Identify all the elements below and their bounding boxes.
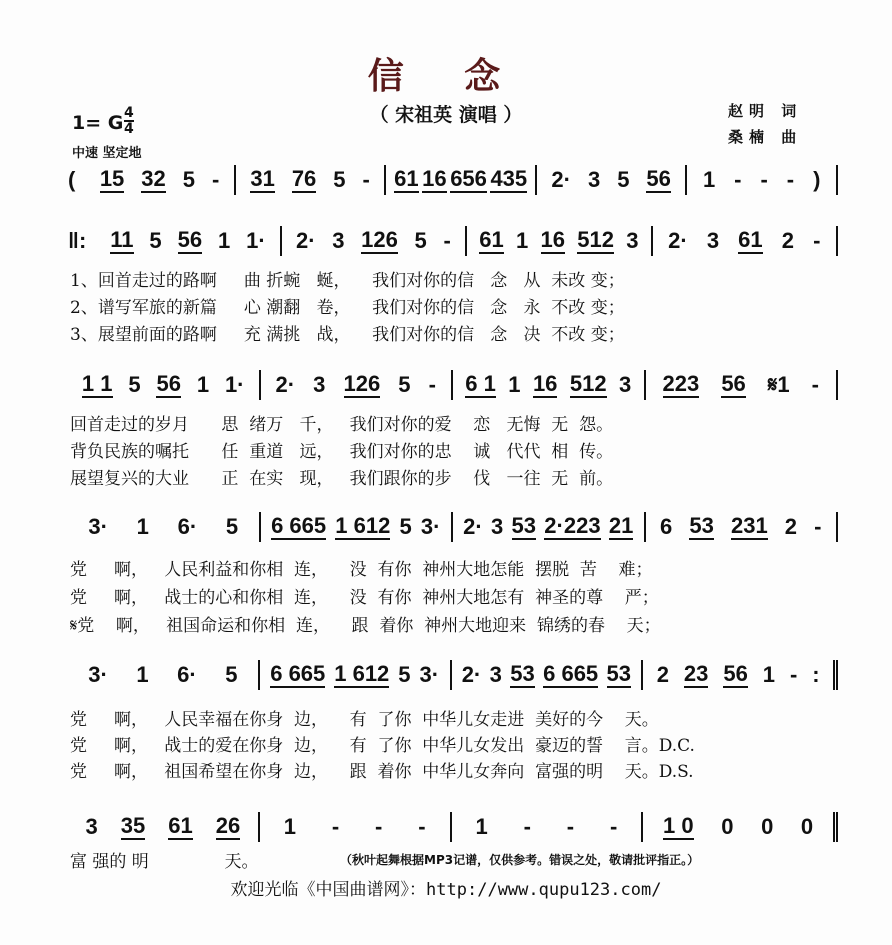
note-group: 3: [313, 372, 326, 397]
lyric-line: 3、展望前面的路啊 充 满挑 战， 我们对你的信 念 决 不改 变；: [70, 325, 625, 345]
note-group: 61: [394, 166, 419, 191]
note-group: 0: [800, 814, 814, 839]
note-group: 3: [626, 228, 639, 253]
note-group: 1: [475, 814, 488, 839]
measure: [261, 512, 454, 542]
note-group: -: [375, 814, 383, 839]
note-group: 656: [450, 166, 487, 191]
measure: [453, 512, 646, 542]
lyric-line: 党 啊， 人民幸福在你身 边， 有 了你 中华儿女走进 美好的今 天。: [70, 710, 659, 730]
note-group: 1: [196, 372, 210, 397]
note-group: 3·: [88, 662, 108, 687]
note-group: 1: [762, 662, 775, 687]
note-group: 5: [128, 372, 141, 397]
lyric-line: 富 强的 明 天。: [70, 852, 259, 872]
lyric-line: 𝄋党 啊， 祖国命运和你相 连， 跟 着你 神州大地迎来 锦绣的春 天；: [70, 616, 661, 636]
note-group: 512: [569, 371, 607, 396]
note-group: 16: [540, 227, 565, 252]
note-group: 53: [511, 513, 536, 538]
note-group: 3: [85, 814, 98, 839]
note-group: 1·: [246, 228, 266, 253]
note-group: 5: [398, 372, 411, 397]
system-prefix: (: [68, 167, 76, 192]
music-system: [68, 163, 838, 197]
note-group: 2·: [668, 228, 688, 253]
lyricist: 赵明 词: [728, 102, 803, 120]
measure: [643, 660, 838, 690]
note-group: 5: [414, 228, 427, 253]
note-group: 61: [738, 227, 763, 252]
note-group: 6·: [177, 514, 198, 539]
note-group: 56: [156, 371, 181, 396]
time-signature: [124, 106, 134, 136]
note-group: -: [609, 814, 618, 839]
note-group: 1 612: [334, 661, 390, 686]
measure: [68, 812, 260, 842]
note-group: 0: [761, 814, 774, 839]
note-group: 6·: [177, 662, 197, 687]
note-group: 2: [781, 228, 795, 253]
note-group: -: [734, 167, 742, 192]
note-group: 1: [136, 514, 149, 539]
note-group: 6 1: [465, 371, 496, 396]
note-group: 2·: [461, 662, 482, 687]
note-group: 512: [577, 227, 614, 252]
measure: [236, 165, 387, 195]
lyric-line: 党 啊， 战士的爱在你身 边， 有 了你 中华儿女发出 豪迈的誓 言。D.C.: [70, 736, 695, 756]
note-group: 56: [646, 166, 671, 191]
measure: [537, 165, 688, 195]
note-group: 1 1: [81, 371, 113, 396]
measure: [261, 370, 454, 400]
measure: [68, 660, 260, 690]
note-group: 3: [490, 514, 504, 539]
note-group: 15: [99, 166, 125, 191]
note-group: 1·: [224, 372, 245, 397]
system-prefix: ‖:: [68, 228, 87, 253]
note-group: 2·: [551, 167, 571, 192]
note-group: 5: [399, 514, 412, 539]
note-group: 3·: [88, 514, 108, 539]
note-group: 0: [721, 814, 734, 839]
note-group: -: [428, 372, 436, 397]
note-group: 435: [490, 166, 528, 191]
note-group: 1 0: [663, 813, 694, 838]
note-group: 21: [608, 513, 634, 538]
note-group: 23: [683, 661, 709, 686]
lyric-line: 党 啊， 战士的心和你相 连， 没 有你 神州大地怎有 神圣的尊 严；: [70, 588, 659, 608]
tempo-marking: 中速 坚定地: [72, 146, 142, 161]
note-group: -: [211, 167, 220, 192]
note-group: 61: [168, 813, 193, 838]
note-group: 56: [177, 227, 203, 252]
note-group: 5: [225, 662, 238, 687]
song-title: 信 念: [367, 56, 525, 97]
note-group: -: [566, 814, 575, 839]
time-top: 4: [124, 105, 134, 121]
note-group: 31: [250, 166, 275, 191]
note-group: 32: [141, 166, 166, 191]
composer: 桑楠 曲: [728, 128, 803, 146]
note-group: -: [786, 167, 795, 192]
note-group: 𝄋1: [767, 372, 790, 397]
note-group: 3: [619, 372, 632, 397]
note-group: 1: [516, 228, 529, 253]
lyric-line: 党 啊， 人民利益和你相 连， 没 有你 神州大地怎能 摆脱 苦 难；: [70, 560, 653, 580]
note-group: 53: [689, 513, 714, 538]
measure: [653, 226, 838, 256]
note-group: 1 612: [335, 513, 391, 538]
lyric-line: 回首走过的岁月 思 绪万 千， 我们对你的爱 恋 无悔 无 怨。: [70, 415, 614, 435]
note-group: 1: [702, 167, 716, 192]
note-group: 6 665: [543, 661, 599, 686]
note-group: 223: [662, 371, 700, 396]
note-group: 5: [333, 167, 346, 192]
note-group: 2·: [296, 228, 316, 253]
lyric-line: 背负民族的嘱托 任 重道 远， 我们对你的忠 诚 代代 相 传。: [70, 442, 614, 462]
note-group: 5: [617, 167, 630, 192]
note-group: 2·: [463, 514, 483, 539]
note-group: 3: [706, 228, 720, 253]
note-group: -: [813, 228, 821, 253]
note-group: 1: [136, 662, 149, 687]
note-group: 3: [332, 228, 345, 253]
music-system: [68, 658, 838, 692]
measure: [260, 660, 452, 690]
measure: [646, 512, 839, 542]
note-group: 2·223: [544, 513, 601, 538]
note-group: 35: [120, 813, 146, 838]
note-group: 3·: [419, 662, 440, 687]
note-group: -: [523, 814, 531, 839]
note-group: 26: [215, 813, 241, 838]
note-group: 6 665: [270, 661, 326, 686]
note-group: 1: [508, 372, 521, 397]
measure: [386, 165, 537, 195]
performer: （ 宋祖英 演唱 ）: [369, 104, 523, 126]
note-group: 56: [723, 661, 748, 686]
time-bottom: 4: [124, 121, 134, 137]
note-group: 5: [182, 167, 195, 192]
key-signature: 1= G: [72, 112, 124, 134]
note-group: -: [362, 167, 370, 192]
note-group: -: [811, 372, 819, 397]
measure: [646, 370, 839, 400]
lyric-line: 1、回首走过的路啊 曲 折蜿 蜒， 我们对你的信 念 从 未改 变；: [70, 271, 625, 291]
note-group: 6: [660, 514, 673, 539]
note-group: 2·: [275, 372, 296, 397]
note-group: 3: [489, 662, 502, 687]
measure: [68, 370, 261, 400]
measure: [85, 165, 236, 195]
note-group: 53: [606, 661, 632, 686]
note-group: 5: [225, 514, 239, 539]
note-group: 16: [422, 166, 447, 191]
music-system: [68, 368, 838, 402]
note-group: -: [760, 167, 768, 192]
lyric-line: 2、谱写军旅的新篇 心 潮翻 卷， 我们对你的信 念 永 不改 变；: [70, 298, 625, 318]
measure: [68, 512, 261, 542]
note-group: 1: [218, 228, 231, 253]
note-group: -: [443, 228, 451, 253]
measure: [467, 226, 652, 256]
transcriber-note: （秋叶起舞根据MP3记谱，仅供参考。错误之处，敬请批评指正。）: [340, 853, 700, 867]
measure: [643, 812, 838, 842]
measure: [260, 812, 452, 842]
measure: [96, 226, 281, 256]
note-group: -: [789, 662, 798, 687]
note-group: 2: [784, 514, 798, 539]
note-group: 5: [149, 228, 162, 253]
music-system: [68, 510, 838, 544]
note-group: 5: [398, 662, 411, 687]
note-group: 76: [291, 166, 317, 191]
note-group: :: [812, 662, 820, 687]
measure: [452, 660, 644, 690]
note-group: 3·: [420, 514, 441, 539]
music-system: [68, 224, 838, 258]
site-footer: 欢迎光临《中国曲谱网》：http://www.qupu123.com/: [230, 880, 662, 900]
measure: [453, 370, 646, 400]
note-group: -: [814, 514, 822, 539]
measure: [282, 226, 467, 256]
note-group: 126: [361, 227, 398, 252]
lyric-line: 党 啊， 祖国希望在你身 边， 跟 着你 中华儿女奔向 富强的明 天。D.S.: [70, 762, 694, 782]
lyric-line: 展望复兴的大业 正 在实 现， 我们跟你的步 伐 一往 无 前。: [70, 469, 614, 489]
note-group: 53: [510, 661, 535, 686]
note-group: 2: [656, 662, 669, 687]
music-system: [68, 810, 838, 844]
note-group: -: [418, 814, 426, 839]
note-group: 56: [721, 371, 746, 396]
note-group: 16: [532, 371, 558, 396]
note-group: -: [331, 814, 340, 839]
note-group: 61: [479, 227, 504, 252]
note-group: 231: [730, 513, 768, 538]
note-group: 1: [283, 814, 296, 839]
note-group: ): [813, 167, 821, 192]
note-group: 6 665: [271, 513, 327, 538]
measure: [687, 165, 838, 195]
measure: [452, 812, 644, 842]
note-group: 126: [343, 371, 381, 396]
note-group: 3: [587, 167, 601, 192]
note-group: 11: [110, 227, 134, 252]
